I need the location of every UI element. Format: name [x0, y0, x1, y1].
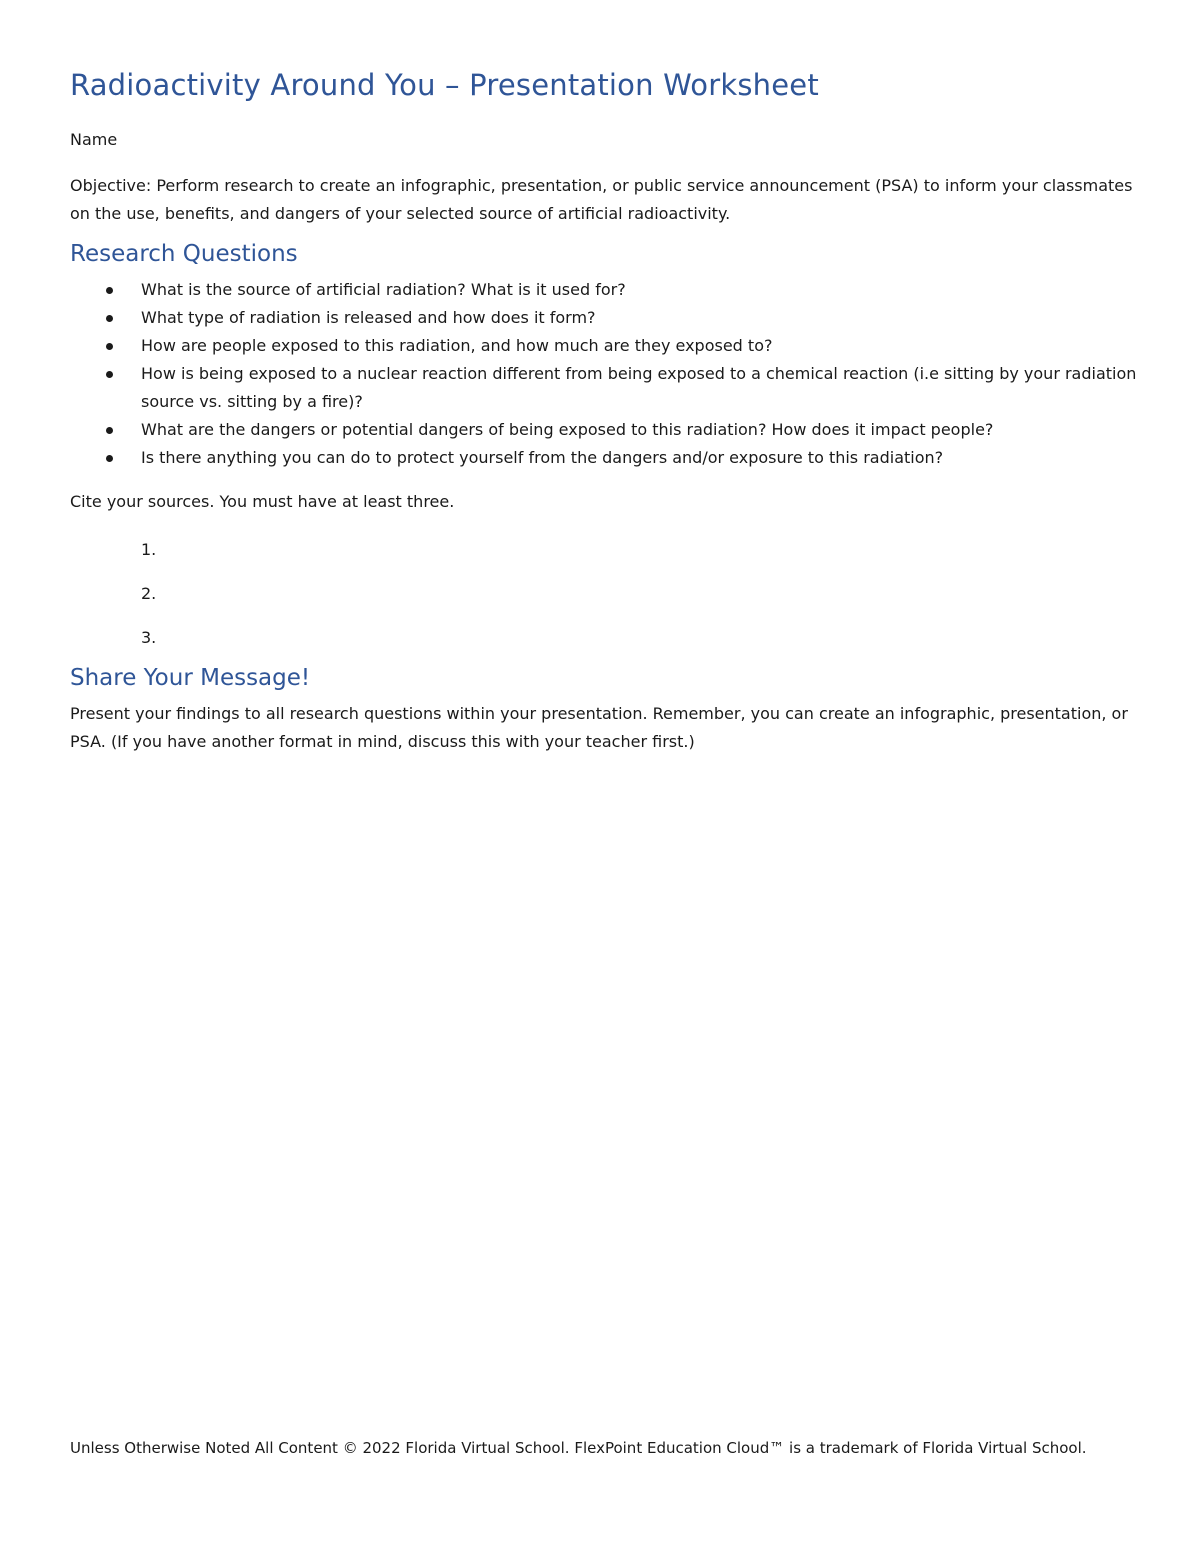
sources-list [141, 536, 156, 668]
research-questions-list [70, 276, 1145, 472]
question-text: What is the source of artificial radiation? What is it used for? [141, 280, 626, 299]
bullet-icon [106, 343, 113, 350]
bullet-icon [106, 455, 113, 462]
bullet-icon [106, 371, 113, 378]
question-text: How are people exposed to this radiation, and how much are they exposed to? [141, 336, 773, 355]
objective-text: Objective: Perform research to create an infographic, presentation, or public service announcement (PSA) to inform your classmates on the use, benefits, and dangers of your selected source of artificial radioactivity. [70, 176, 1133, 223]
list-item [70, 276, 1145, 304]
bullet-icon [106, 427, 113, 434]
question-text: What type of radiation is released and how does it form? [141, 308, 596, 327]
cite-sources-instruction: Cite your sources. You must have at least three. [70, 492, 455, 511]
bullet-icon [106, 315, 113, 322]
source-number: 2. [141, 584, 157, 603]
bullet-icon [106, 287, 113, 294]
question-text: Is there anything you can do to protect yourself from the dangers and/or exposure to this radiation? [141, 448, 944, 467]
source-number: 3. [141, 628, 157, 647]
list-item [70, 444, 1145, 472]
question-text: How is being exposed to a nuclear reaction different from being exposed to a chemical reaction (i.e sitting by your radiation source vs. sitting by a fire)? [141, 364, 1137, 411]
copyright-footer: Unless Otherwise Noted All Content © 2022 Florida Virtual School. FlexPoint Education Cloud™ is a trademark of Florida Virtual School. [70, 1439, 1087, 1457]
list-item [70, 332, 1145, 360]
share-message-heading: Share Your Message! [70, 665, 311, 691]
share-message-text: Present your findings to all research questions within your presentation. Remember, you can create an infographic, presentation, or PSA. (If you have another format in mind, discuss this with your teacher first.) [70, 704, 1128, 751]
list-item [70, 416, 1145, 444]
list-item [70, 360, 1145, 416]
list-item [70, 304, 1145, 332]
question-text: What are the dangers or potential dangers of being exposed to this radiation? How does it impact people? [141, 420, 994, 439]
page-title: Radioactivity Around You – Presentation Worksheet [70, 68, 819, 102]
source-number: 1. [141, 540, 157, 559]
research-questions-heading: Research Questions [70, 241, 298, 267]
name-label: Name [70, 130, 118, 149]
